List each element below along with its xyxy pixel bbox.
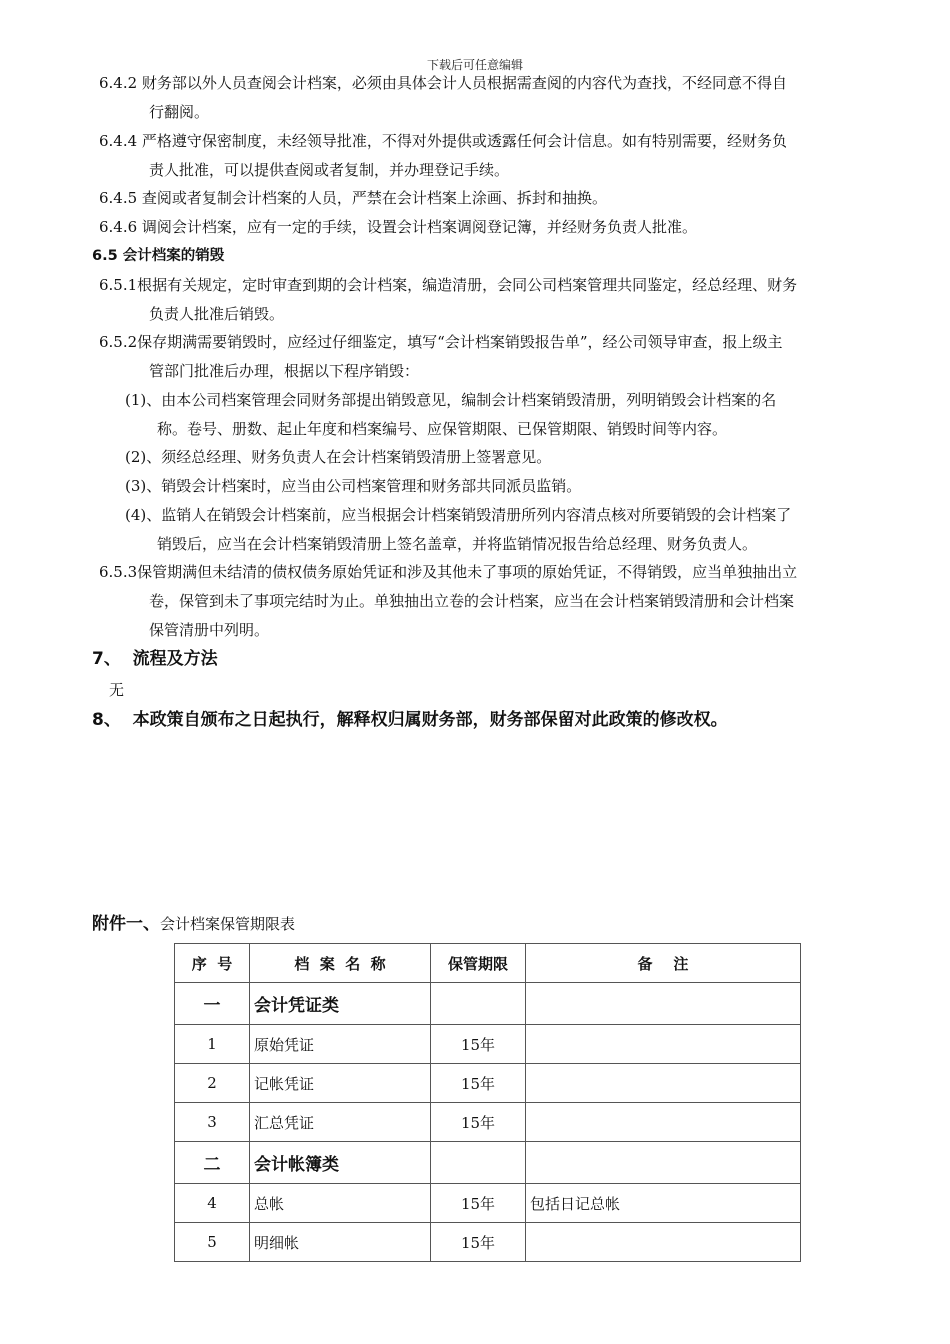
row-no: 2 bbox=[175, 1064, 250, 1103]
clause-6-4-4-line-2: 责人批准，可以提供查阅或者复制，并办理登记手续。 bbox=[149, 161, 510, 179]
row-name: 原始凭证 bbox=[250, 1025, 431, 1064]
row-duration bbox=[431, 983, 526, 1025]
clause-6-5-3-line-1: 6.5.3保管期满但未结清的债权债务原始凭证和涉及其他未了事项的原始凭证，不得销毁，应当单独抽出立 bbox=[99, 563, 798, 581]
watermark-text: 下载后可任意编辑 bbox=[426, 58, 523, 72]
table-row bbox=[175, 1025, 801, 1064]
row-remark bbox=[526, 1142, 801, 1184]
step-1-line-2: 称。卷号、册数、起止年度和档案编号、应保管期限、已保管期限、销毁时间等内容。 bbox=[157, 420, 728, 438]
row-duration: 15年 bbox=[431, 1103, 526, 1142]
table-row bbox=[175, 1142, 801, 1184]
annex-title: 会计档案保管期限表 bbox=[160, 915, 296, 933]
row-name: 总帐 bbox=[250, 1184, 431, 1223]
row-no: 5 bbox=[175, 1223, 250, 1262]
row-duration: 15年 bbox=[431, 1223, 526, 1262]
header-no: 序 号 bbox=[175, 944, 250, 983]
clause-6-4-2-line-2: 行翻阅。 bbox=[149, 103, 210, 121]
clause-6-4-4-line-1: 6.4.4 严格遵守保密制度，未经领导批准，不得对外提供或透露任何会计信息。如有特别需要，经财务负 bbox=[99, 132, 787, 150]
row-remark bbox=[526, 1223, 801, 1262]
row-duration: 15年 bbox=[431, 1025, 526, 1064]
row-duration: 15年 bbox=[431, 1064, 526, 1103]
archive-retention-table bbox=[174, 943, 801, 1262]
clause-6-5-3-line-2: 卷，保管到未了事项完结时为止。单独抽出立卷的会计档案，应当在会计档案销毁清册和会计档案 bbox=[149, 592, 795, 610]
clause-6-5-1-line-2: 负责人批准后销毁。 bbox=[149, 305, 285, 323]
header-duration: 保管期限 bbox=[431, 944, 526, 983]
row-remark bbox=[526, 983, 801, 1025]
step-3: (3)、销毁会计档案时，应当由公司档案管理和财务部共同派员监销。 bbox=[125, 477, 582, 495]
table-row bbox=[175, 1064, 801, 1103]
table-header-row bbox=[175, 944, 801, 983]
section-7-content: 无 bbox=[109, 681, 125, 699]
row-remark bbox=[526, 1103, 801, 1142]
step-1-line-1: (1)、由本公司档案管理会同财务部提出销毁意见，编制会计档案销毁清册，列明销毁会计档案的名 bbox=[125, 391, 777, 409]
step-4-line-1: (4)、监销人在销毁会计档案前，应当根据会计档案销毁清册所列内容清点核对所要销毁的会计档案了 bbox=[125, 506, 792, 524]
row-no: 3 bbox=[175, 1103, 250, 1142]
clause-6-5-3-line-3: 保管清册中列明。 bbox=[149, 621, 270, 639]
header-remark: 备 注 bbox=[526, 944, 801, 983]
row-name: 会计帐簿类 bbox=[250, 1142, 431, 1184]
row-no: 一 bbox=[175, 983, 250, 1025]
table-row bbox=[175, 1103, 801, 1142]
table-row bbox=[175, 1184, 801, 1223]
table-row bbox=[175, 983, 801, 1025]
row-name: 会计凭证类 bbox=[250, 983, 431, 1025]
row-no: 1 bbox=[175, 1025, 250, 1064]
clause-6-4-5: 6.4.5 查阅或者复制会计档案的人员，严禁在会计档案上涂画、拆封和抽换。 bbox=[99, 189, 607, 207]
row-no: 二 bbox=[175, 1142, 250, 1184]
clause-6-4-2-line-1: 6.4.2 财务部以外人员查阅会计档案，必须由具体会计人员根据需查阅的内容代为查找，不经同意不得自 bbox=[99, 74, 787, 92]
row-remark: 包括日记总帐 bbox=[526, 1184, 801, 1223]
row-no: 4 bbox=[175, 1184, 250, 1223]
annex-heading bbox=[92, 914, 295, 934]
clause-6-5-2-line-2: 管部门批准后办理，根据以下程序销毁： bbox=[149, 362, 420, 380]
section-heading-6-5: 6.5 会计档案的销毁 bbox=[92, 248, 225, 264]
row-remark bbox=[526, 1064, 801, 1103]
step-2: (2)、须经总经理、财务负责人在会计档案销毁清册上签署意见。 bbox=[125, 448, 552, 466]
section-heading-7: 7、 流程及方法 bbox=[92, 649, 218, 669]
clause-6-5-2-line-1: 6.5.2保存期满需要销毁时，应经过仔细鉴定，填写“会计档案销毁报告单”，经公司领导审查，报上级主 bbox=[99, 333, 783, 351]
clause-6-4-6: 6.4.6 调阅会计档案，应有一定的手续，设置会计档案调阅登记簿，并经财务负责人批准。 bbox=[99, 218, 697, 236]
clause-6-5-1-line-1: 6.5.1根据有关规定，定时审查到期的会计档案，编造清册，会同公司档案管理共同鉴定，经总经理、财务 bbox=[99, 276, 798, 294]
section-heading-8: 8、 本政策自颁布之日起执行，解释权归属财务部，财务部保留对此政策的修改权。 bbox=[92, 710, 728, 730]
row-duration bbox=[431, 1142, 526, 1184]
row-name: 明细帐 bbox=[250, 1223, 431, 1262]
row-remark bbox=[526, 1025, 801, 1064]
row-name: 汇总凭证 bbox=[250, 1103, 431, 1142]
table-row bbox=[175, 1223, 801, 1262]
annex-label: 附件一、 bbox=[92, 914, 160, 934]
header-name: 档 案 名 称 bbox=[250, 944, 431, 983]
row-name: 记帐凭证 bbox=[250, 1064, 431, 1103]
row-duration: 15年 bbox=[431, 1184, 526, 1223]
step-4-line-2: 销毁后，应当在会计档案销毁清册上签名盖章，并将监销情况报告给总经理、财务负责人。 bbox=[157, 535, 758, 553]
